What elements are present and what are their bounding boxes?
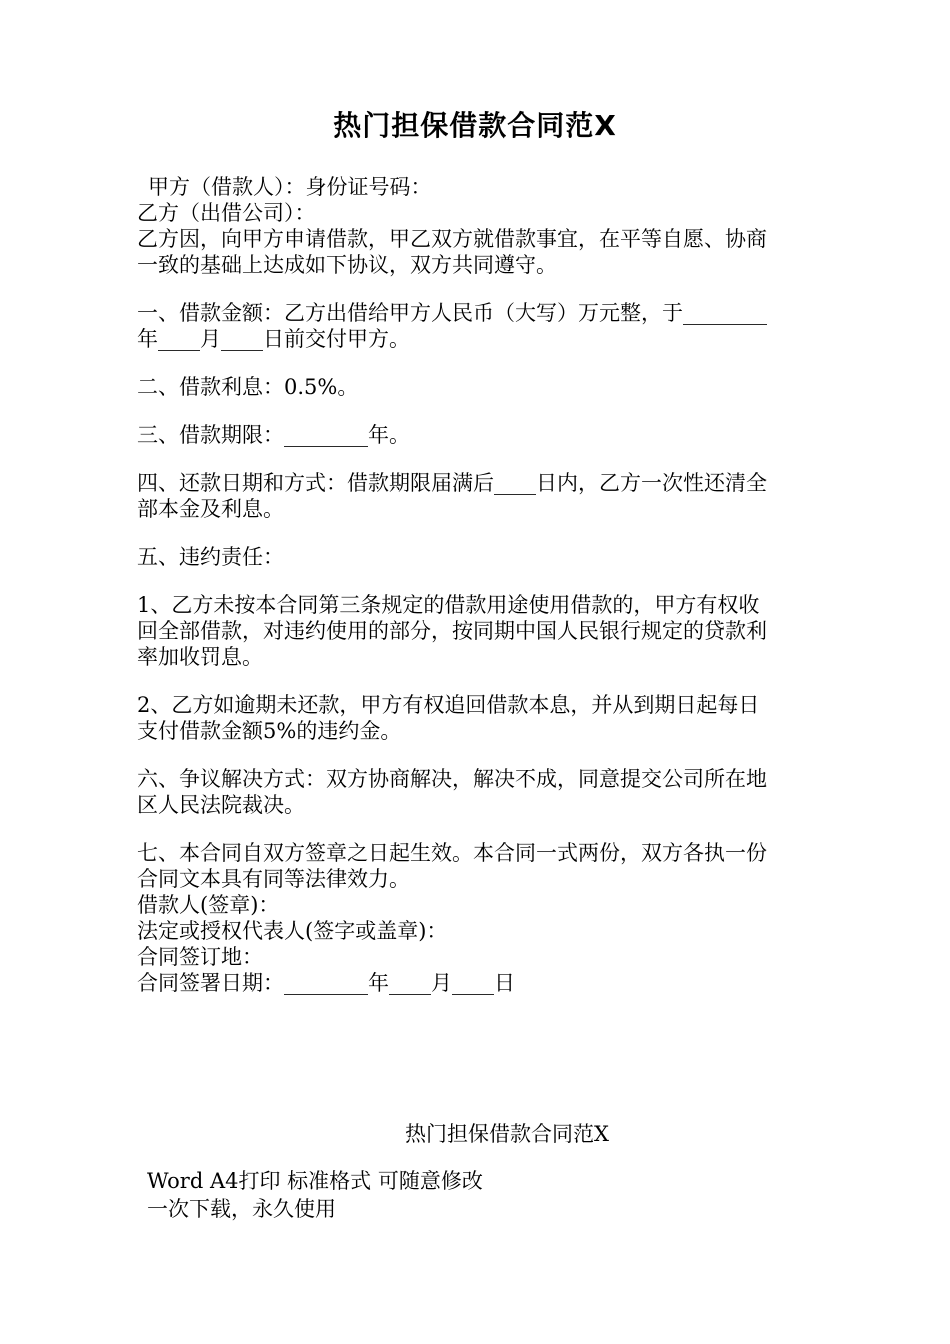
clause-5-1: 率加收罚息。 xyxy=(137,645,263,669)
footer-title: 热门担保借款合同范X xyxy=(405,1122,609,1146)
party-b-line: 乙方（出借公司）： xyxy=(137,201,316,225)
intro-line: 乙方因，向甲方申请借款，甲乙双方就借款事宜，在平等自愿、协商 xyxy=(137,227,767,251)
clause-7: 七、本合同自双方签章之日起生效。本合同一式两份，双方各执一份 xyxy=(137,841,767,865)
clause-1: 一、借款金额：乙方出借给甲方人民币（大写）万元整，于________ xyxy=(137,301,767,325)
signing-date: 合同签署日期：________年____月____日 xyxy=(137,971,515,995)
clause-4: 四、还款日期和方式：借款期限届满后____日内，乙方一次性还清全 xyxy=(137,471,767,495)
clause-4: 部本金及利息。 xyxy=(137,497,284,521)
clause-7: 合同文本具有同等法律效力。 xyxy=(137,867,410,891)
footer-notes xyxy=(147,1167,483,1223)
signature-borrower: 借款人(签章)： xyxy=(137,893,280,917)
clause-1: 年____月____日前交付甲方。 xyxy=(137,327,410,351)
clause-5-1: 回全部借款，对违约使用的部分，按同期中国人民银行规定的贷款利 xyxy=(137,619,767,643)
clause-5-2: 支付借款金额5%的违约金。 xyxy=(137,719,402,743)
clause-5-1: 1、乙方未按本合同第三条规定的借款用途使用借款的，甲方有权收 xyxy=(137,593,760,617)
document-title: 热门担保借款合同范X xyxy=(333,109,617,142)
clause-2: 二、借款利息：0.5%。 xyxy=(137,375,359,399)
clause-5: 五、违约责任： xyxy=(137,545,284,569)
party-a-line: 甲方（借款人）：身份证号码： xyxy=(148,175,432,199)
document-body xyxy=(137,174,817,996)
clause-3: 三、借款期限：________年。 xyxy=(137,423,410,447)
intro-line: 一致的基础上达成如下协议，双方共同遵守。 xyxy=(137,253,557,277)
signing-place: 合同签订地： xyxy=(137,945,263,969)
footer-line: Word A4打印 标准格式 可随意修改 xyxy=(147,1169,483,1193)
footer-line: 一次下载，永久使用 xyxy=(147,1197,336,1221)
clause-6: 区人民法院裁决。 xyxy=(137,793,305,817)
clause-6: 六、争议解决方式：双方协商解决，解决不成，同意提交公司所在地 xyxy=(137,767,767,791)
clause-5-2: 2、乙方如逾期未还款，甲方有权追回借款本息，并从到期日起每日 xyxy=(137,693,760,717)
signature-representative: 法定或授权代表人(签字或盖章)： xyxy=(137,919,448,943)
